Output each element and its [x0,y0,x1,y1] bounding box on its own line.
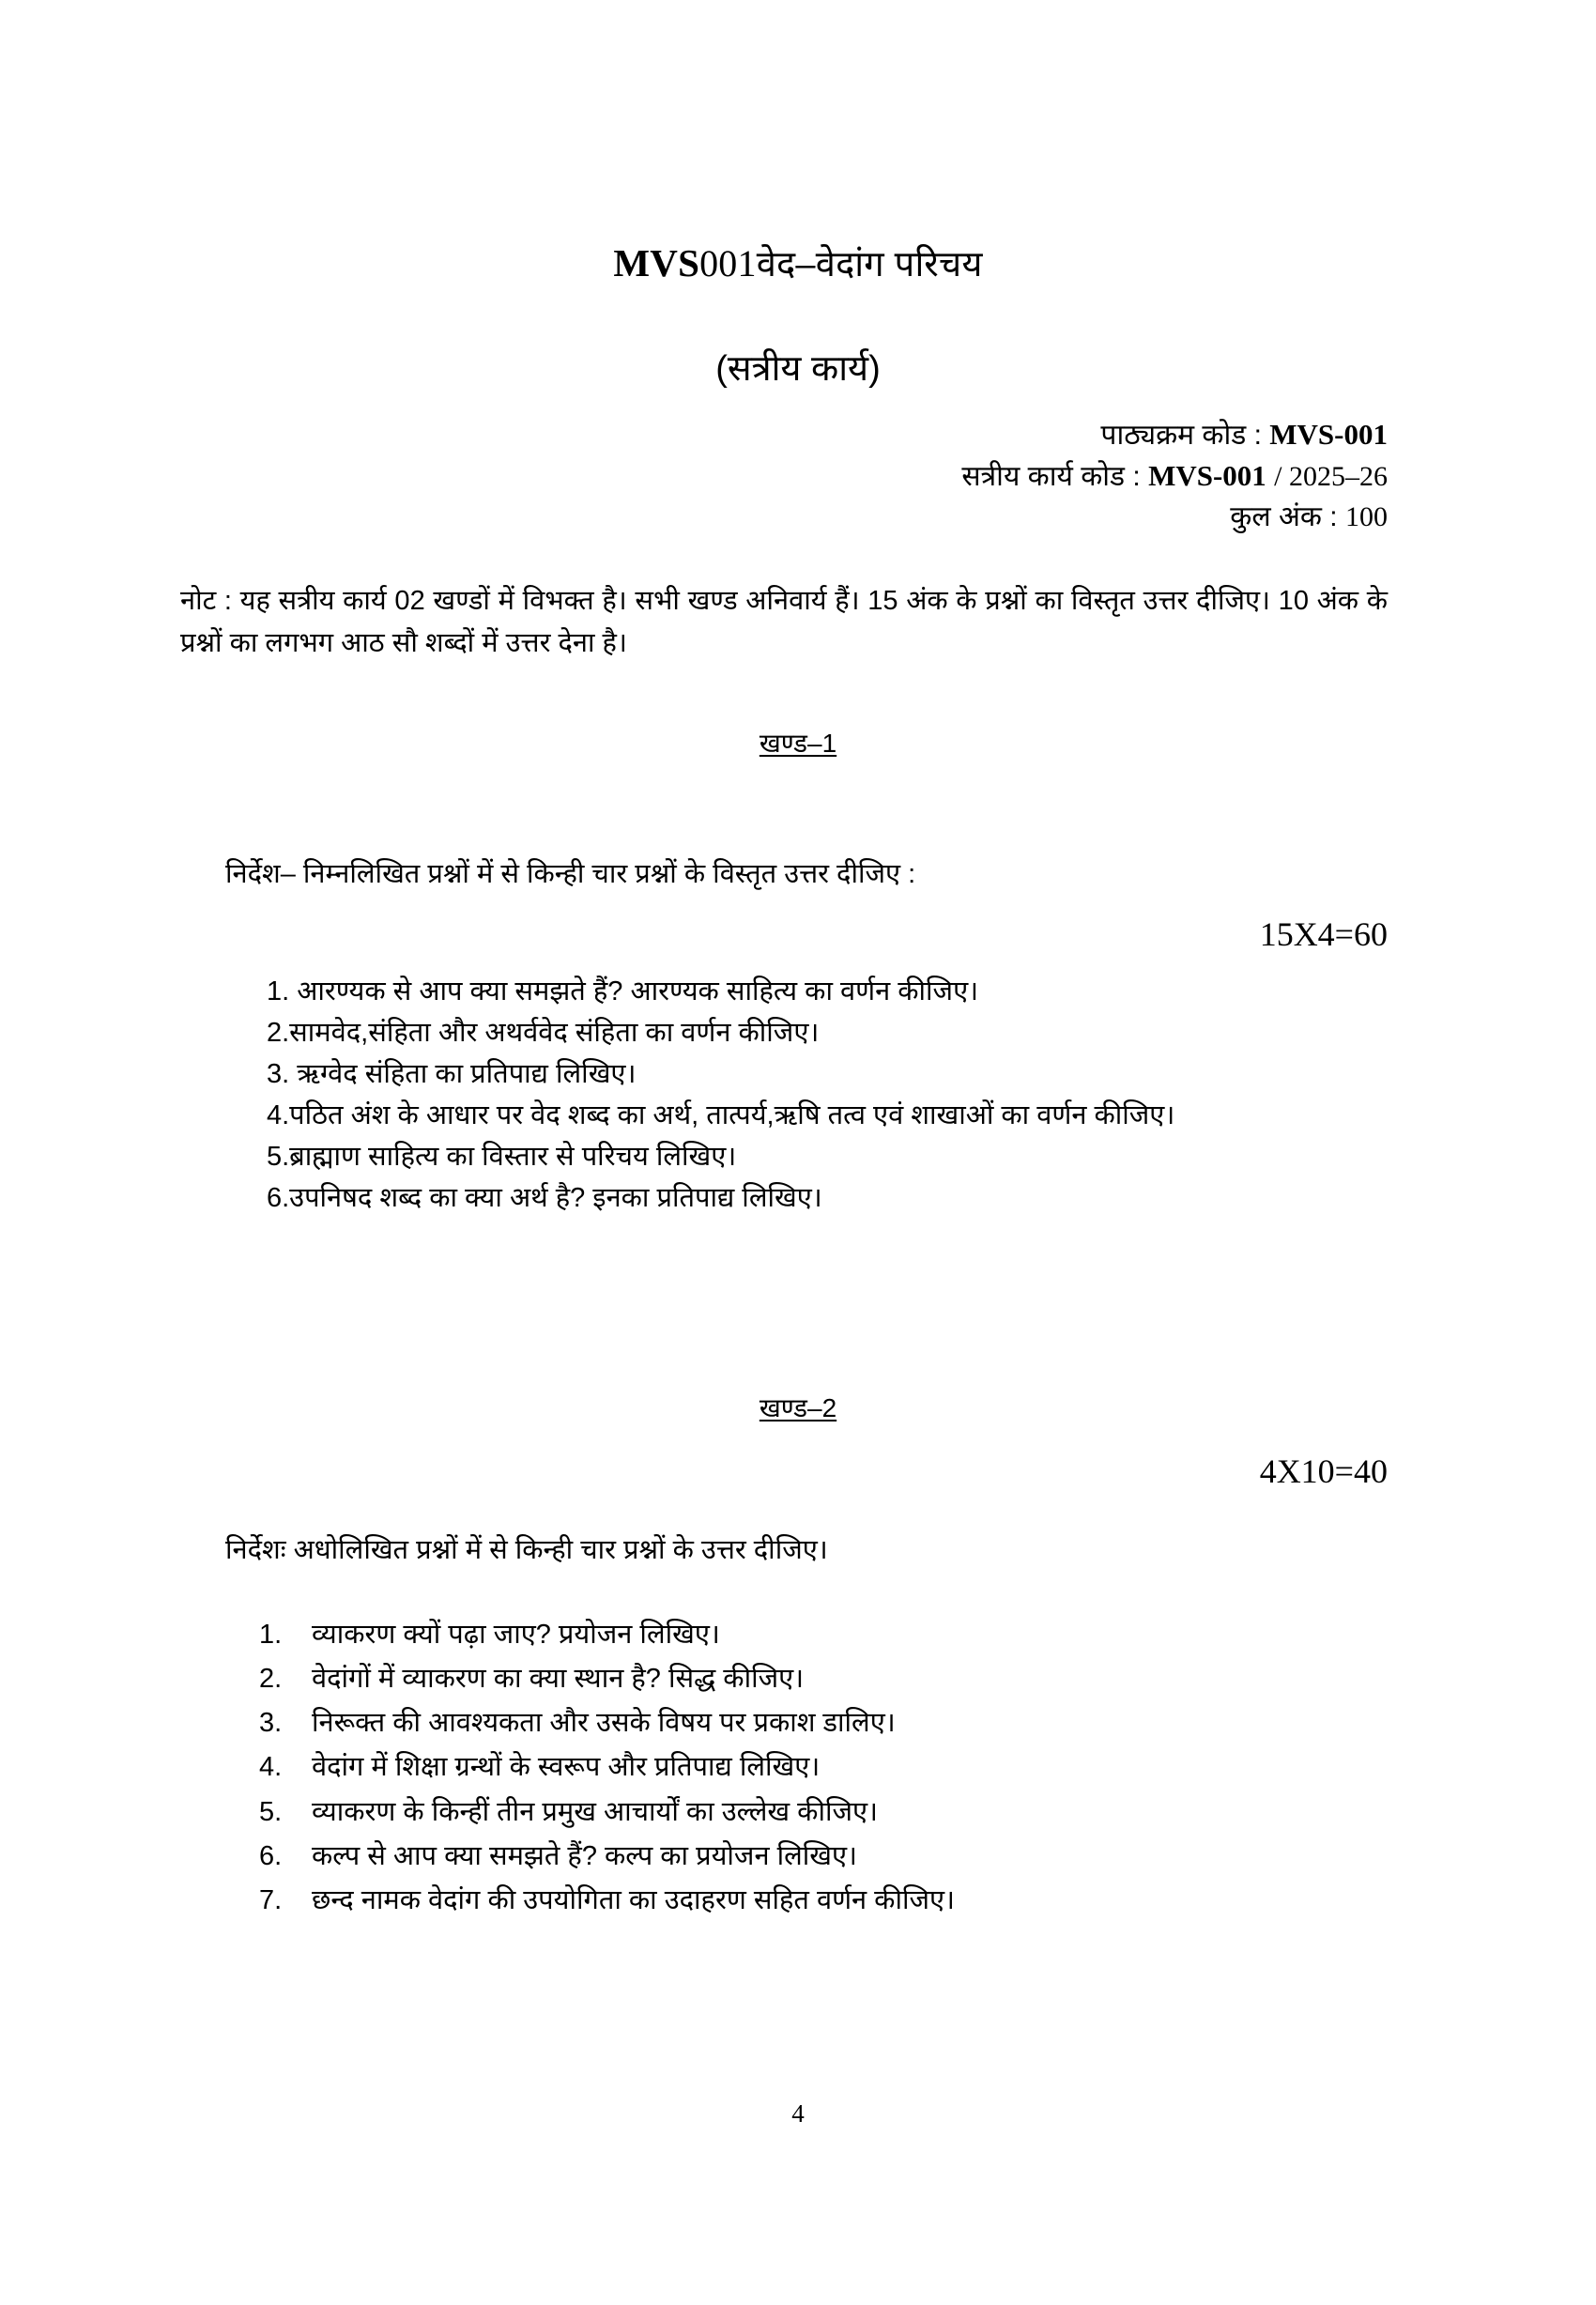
assignment-page [0,239,1596,2305]
course-code-label: पाठ्यक्रम कोड : [1100,419,1262,451]
assignment-code-label: सत्रीय कार्य कोड : [961,461,1141,493]
list-item [259,1701,1408,1745]
assignment-code-value: MVS-001 [1148,459,1266,493]
list-item: 2.सामवेद,संहिता और अथर्ववेद संहिता का वर्णन कीजिए। [267,1017,820,1048]
list-item [259,1790,1408,1835]
section-2-heading [0,1390,1596,1425]
list-item-number: 6. [259,1840,283,1871]
list-item [259,1657,1408,1701]
note-paragraph: नोट : यह सत्रीय कार्य 02 खण्डों में विभक्त है। सभी खण्ड अनिवार्य हैं। 15 अंक के प्रश्नों का विस्तृत उत्तर दीजिए। 10 अंक के प्रश्नों का लगभग आठ सौ शब्दों में उत्तर देना है। [180,586,1388,659]
course-code-value: MVS-001 [1269,417,1388,451]
list-item [259,1879,1408,1923]
title-course-number: 001 [699,242,757,284]
assignment-code-session: / 2025–26 [1274,461,1388,493]
list-item-number: 4. [259,1752,283,1783]
list-item: 5.ब्राह्माण साहित्य का विस्तार से परिचय लिखिए। [267,1141,737,1172]
list-item-text: व्याकरण क्यों पढ़ा जाए? प्रयोजन लिखिए। [312,1619,720,1650]
title-course-name: वेद–वेदांग परिचय [756,245,983,284]
section-gap [0,1219,1596,1329]
section-2-heading-text: खण्ड–2 [759,1393,837,1423]
course-code-row [0,414,1388,456]
list-item-text: निरूक्त की आवश्यकता और उसके विषय पर प्रकाश डालिए। [312,1708,896,1739]
list-item [259,1835,1408,1879]
list-item-text: कल्प से आप क्या समझते हैं? कल्प का प्रयोजन लिखिए। [312,1840,858,1871]
list-item [259,1613,1408,1657]
list-item-number: 1. [259,1619,283,1650]
title-course-code: MVS [613,241,700,284]
list-item: 3. ऋग्वेद संहिता का प्रतिपाद्य लिखिए। [267,1058,637,1089]
total-marks-value: 100 [1345,500,1388,532]
list-item-number: 7. [259,1885,283,1916]
section-1-heading [0,725,1596,761]
page-number: 4 [791,2099,805,2128]
list-item-number: 3. [259,1708,283,1739]
list-item: 4.पठित अंश के आधार पर वेद शब्द का अर्थ, तात्पर्य,ऋषि तत्व एवं शाखाओं का वर्णन कीजिए। [267,1099,1175,1130]
assignment-code-row [0,455,1388,498]
list-item-number: 2. [259,1663,283,1694]
section-2-instruction: निर्देशः अधोलिखित प्रश्नों में से किन्ही चार प्रश्नों के उत्तर दीजिए। [225,1535,828,1566]
list-item-text: वेदांगों में व्याकरण का क्या स्थान है? सिद्ध कीजिए। [312,1663,805,1694]
section-2-marks: 4X10=40 [1259,1452,1388,1491]
list-item-text: व्याकरण के किन्हीं तीन प्रमुख आचार्यों का उल्लेख कीजिए। [312,1796,879,1827]
list-item-text: छन्द नामक वेदांग की उपयोगिता का उदाहरण सहित वर्णन कीजिए। [312,1885,956,1916]
section-1-question-list [267,971,1408,1219]
total-marks-label: कुल अंक : [1230,500,1338,532]
section-1-marks: 15X4=60 [1259,914,1388,953]
section-2-question-list [259,1613,1408,1924]
page-subtitle: (सत्रीय कार्य) [715,348,881,389]
list-item: 1. आरण्यक से आप क्या समझते हैं? आरण्यक साहित्य का वर्णन कीजिए। [267,976,979,1007]
total-marks-row [0,498,1388,538]
list-item-number: 5. [259,1796,283,1827]
list-item [259,1745,1408,1790]
section-1-instruction: निर्देश– निम्नलिखित प्रश्नों में से किन्ही चार प्रश्नों के विस्तृत उत्तर दीजिए : [225,859,916,890]
section-1-heading-text: खण्ड–1 [759,729,837,759]
list-item: 6.उपनिषद शब्द का क्या अर्थ है? इनका प्रतिपाद्य लिखिए। [267,1183,822,1214]
meta-block [0,414,1596,538]
page-title [0,239,1596,288]
list-item-text: वेदांग में शिक्षा ग्रन्थों के स्वरूप और प्रतिपाद्य लिखिए। [312,1752,821,1783]
